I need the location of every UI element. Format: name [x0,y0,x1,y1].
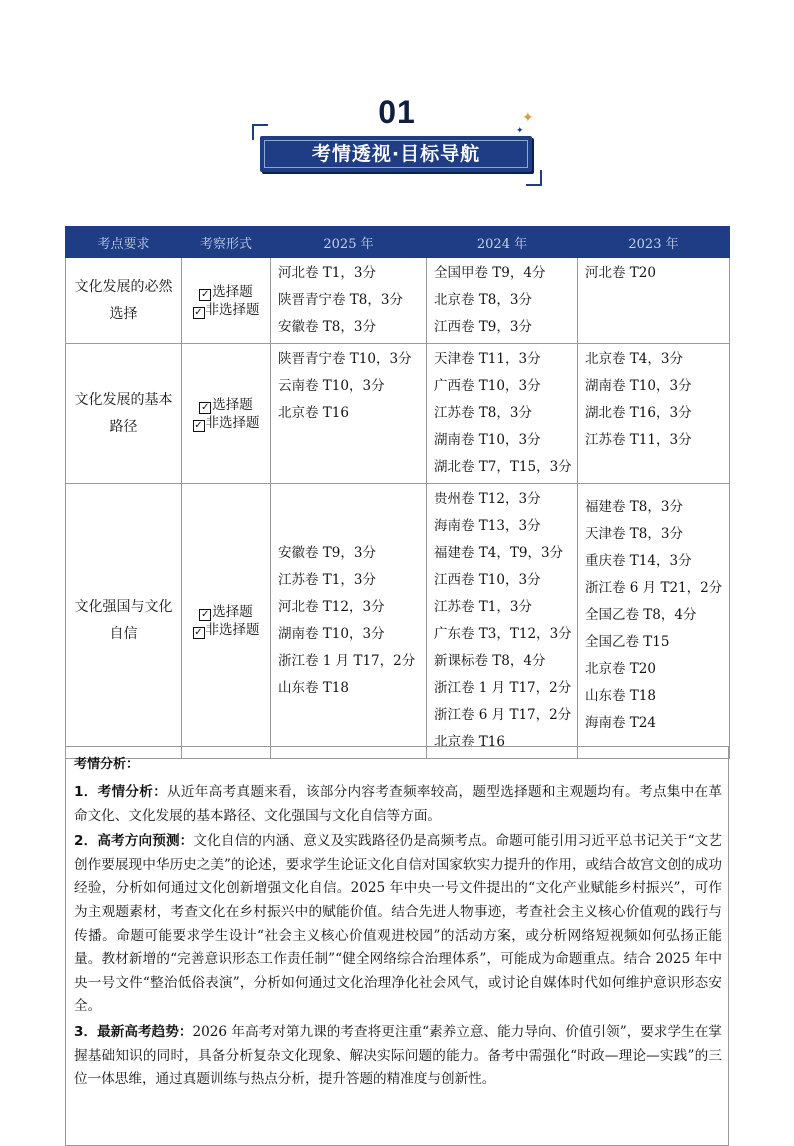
list-item: 重庆卷 T14，3分 [585,553,692,569]
year-2025-cell [271,344,427,484]
list-item: 全国乙卷 T15 [585,634,670,650]
list-item: 安徽卷 T8，3分 [278,319,376,335]
exam-form-cell [182,344,271,484]
form-label: 选择题 [212,283,253,300]
exam-point-text: 选择 [109,305,138,322]
paragraph-text: 文化自信的内涵、意义及实践路径仍是高频考点。命题可能引用习近平总书记关于“文艺创作要展现中华历史之美”的论述，要求学生论证文化自信对国家软实力提升的作用，或结合故宫文创的成功经验，分析如何通过文化创新增强文化自信。2025 年中央一号文件提出的“文化产业赋能乡村振兴”，可作为主观题素材，考查文化在乡村振兴中的赋能价值。结合先进人物事迹，考查社会主义核心价值观的践行与传播。命题可能要求学生设计“社会主义核心价值观进校园”的活动方案，或分析网络短视频如何弘扬正能量。教材新增的“完善意识形态工作责任制”“健全网络综合治理体系”，可能成为命题重点。结合 2025 年中央一号文件“整治低俗表演”，分析如何通过文化治理净化社会风气，或讨论自媒体时代如何维护意识形态安全。 [74,833,722,1015]
header-cell: 2024 年 [427,227,578,258]
list-item: 河北卷 T1，3分 [278,265,376,281]
list-item: 山东卷 T18 [278,680,349,696]
exam-point-text: 路径 [109,418,138,435]
year-2025-cell [271,258,427,344]
list-item: 河北卷 T20 [585,265,656,281]
list-item: 北京卷 T16 [278,405,349,421]
exam-point-table [65,226,730,759]
list-item: 北京卷 T4，3分 [585,351,683,367]
table-row [66,258,730,344]
checkbox-checked-icon: ✓ [194,306,203,318]
exam-point-text: 文化强国与文化 [74,599,173,615]
year-2024-cell [427,258,578,344]
list-item: 湖北卷 T7，T15，3分 [434,459,572,475]
analysis-paragraph [74,830,722,1019]
list-item: 湖南卷 T10，3分 [434,432,541,448]
exam-point-text: 文化发展的基本 [74,391,173,408]
sparkle-icon: ✦ [516,126,524,136]
list-item: 江苏卷 T11，3分 [585,432,692,448]
list-item: 天津卷 T11，3分 [434,351,541,367]
section-title-bar [260,136,532,172]
form-label: 非选择题 [205,622,260,638]
year-2023-cell [578,344,730,484]
list-item: 山东卷 T18 [585,688,656,704]
checkbox-checked-icon: ✓ [201,288,210,300]
year-2025-cell [271,484,427,759]
list-item: 陕晋青宁卷 T10，3分 [278,351,412,367]
list-item: 海南卷 T24 [585,715,656,731]
header-cell: 2025 年 [271,227,427,258]
exam-point-cell [66,258,182,344]
list-item: 贵州卷 T12，3分 [434,491,541,507]
exam-form-cell [182,258,271,344]
list-item: 安徽卷 T9，3分 [278,545,376,561]
list-item: 陕晋青宁卷 T8，3分 [278,292,403,308]
section-number: 01 [378,94,416,130]
list-item: 北京卷 T20 [585,661,656,677]
list-item: 全国乙卷 T8，4分 [585,607,697,623]
list-item: 江苏卷 T8，3分 [434,405,532,421]
list-item: 湖南卷 T10，3分 [585,378,692,394]
list-item: 天津卷 T8，3分 [585,526,683,542]
exam-point-cell [66,484,182,759]
list-item: 福建卷 T4，T9，3分 [434,545,564,561]
form-label: 非选择题 [205,414,260,431]
paragraph-label: 2．高考方向预测： [74,833,194,850]
list-item: 河北卷 T12，3分 [278,599,385,615]
list-item: 广西卷 T10，3分 [434,378,541,394]
table-row [66,484,730,759]
list-item: 江苏卷 T1，3分 [278,572,376,588]
list-item: 江苏卷 T1，3分 [434,599,532,615]
year-2023-cell [578,484,730,759]
header-cell: 2023 年 [578,227,730,258]
checkbox-checked-icon: ✓ [201,609,210,620]
table-row [66,344,730,484]
list-item: 新课标卷 T8，4分 [434,653,546,669]
checkbox-checked-icon: ✓ [201,401,210,413]
checkbox-checked-icon: ✓ [194,627,203,638]
list-item: 北京卷 T8，3分 [434,292,532,308]
year-2024-cell [427,484,578,759]
paragraph-text: 从近年高考真题来看，该部分内容考查频率较高，题型选择题和主观题均有。考点集中在革命文化、文化发展的基本路径、文化强国与文化自信等方面。 [74,784,723,824]
list-item: 浙江卷 6 月 T21，2分 [585,580,723,596]
title-corner-decoration [526,170,542,186]
analysis-paragraph [74,781,722,828]
analysis-paragraph [74,1021,722,1092]
analysis-box [65,746,729,1146]
exam-point-text: 自信 [109,626,138,642]
paragraph-text: 2026 年高考对第九课的考查将更注重“素养立意、能力导向、价值引领”，要求学生在掌握基础知识的同时，具备分析复杂文化现象、解决实际问题的能力。备考中需强化“时政—理论—实践”的三位一体思维，通过真题训练与热点分析，提升答题的精准度与创新性。 [74,1023,723,1088]
form-label: 选择题 [212,396,253,413]
list-item: 江西卷 T10，3分 [434,572,541,588]
form-label: 非选择题 [205,301,260,318]
list-item: 福建卷 T8，3分 [585,499,683,515]
list-item: 全国甲卷 T9，4分 [434,265,546,281]
list-item: 广东卷 T3，T12，3分 [434,626,572,642]
exam-form-cell [182,484,271,759]
form-label: 选择题 [212,604,253,620]
paragraph-label: 1．考情分析： [74,784,168,800]
year-2023-cell [578,258,730,344]
list-item: 江西卷 T9，3分 [434,319,532,335]
list-item: 湖北卷 T16，3分 [585,405,692,421]
year-2024-cell [427,344,578,484]
list-item: 湖南卷 T10，3分 [278,626,385,642]
list-item: 浙江卷 1 月 T17，2分 [434,680,572,696]
list-item: 云南卷 T10，3分 [278,378,385,394]
table-header-row [66,227,730,258]
list-item: 海南卷 T13，3分 [434,518,541,534]
paragraph-label: 3．最新高考趋势： [74,1023,193,1040]
checkbox-checked-icon: ✓ [194,419,203,431]
exam-point-text: 文化发展的必然 [74,278,173,295]
section-title: 考情透视·目标导航 [311,143,481,165]
sparkle-icon: ✦ [522,110,534,126]
list-item: 北京卷 T16 [434,734,505,750]
header-cell: 考点要求 [66,227,182,258]
header-cell: 考察形式 [182,227,271,258]
exam-point-cell [66,344,182,484]
list-item: 浙江卷 6 月 T17，2分 [434,707,572,723]
list-item: 浙江卷 1 月 T17，2分 [278,653,416,669]
analysis-heading: 考情分析： [74,757,140,772]
